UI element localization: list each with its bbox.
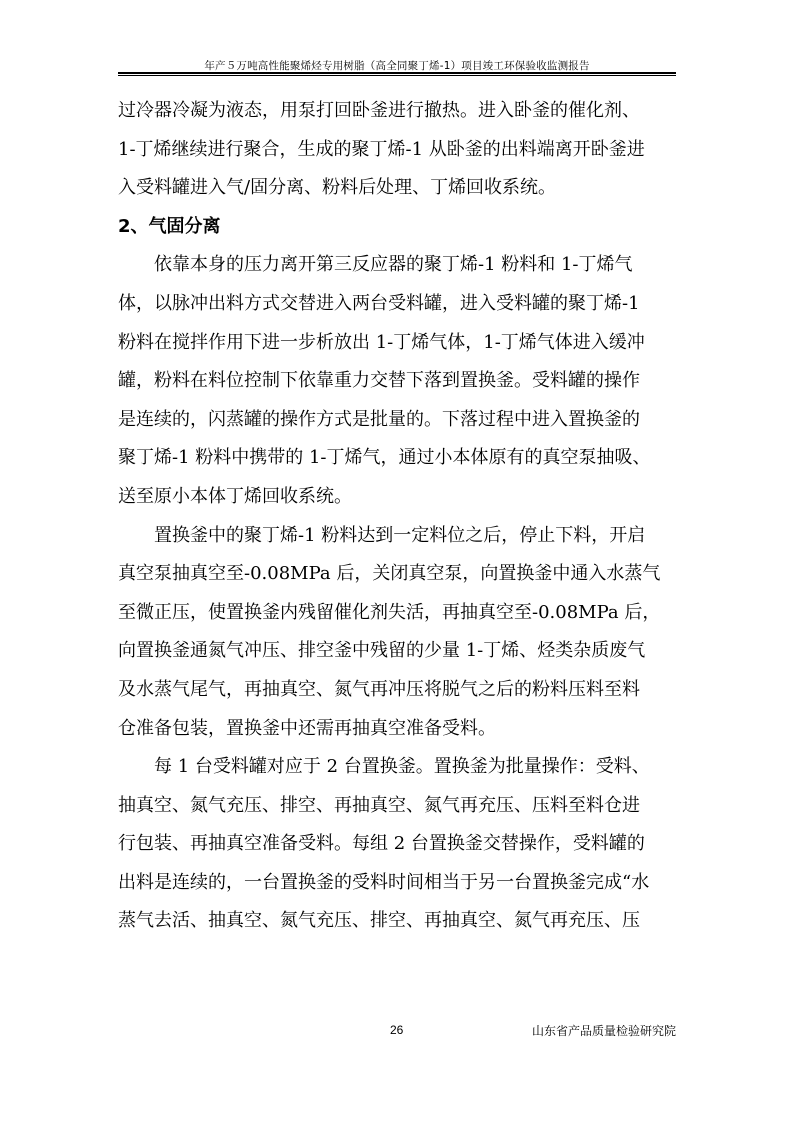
header-rule-thick — [118, 72, 676, 74]
text-line: 是连续的，闪蒸罐的操作方式是批量的。下落过程中进入置换釜的 — [118, 408, 640, 430]
text-line: 送至原小本体丁烯回收系统。 — [118, 485, 352, 507]
text-line: 蒸气去活、抽真空、氮气充压、排空、再抽真空、氮气再充压、压 — [118, 910, 640, 932]
text-line: 行包装、再抽真空准备受料。每组 2 台置换釜交替操作，受料罐的 — [118, 833, 645, 855]
document-body — [118, 92, 676, 941]
header-rule-thin — [118, 75, 676, 76]
text-line: 1-丁烯继续进行聚合，生成的聚丁烯-1 从卧釜的出料端离开卧釜进 — [118, 138, 645, 160]
text-line: 至微正压，使置换釜内残留催化剂失活，再抽真空至-0.08MPa 后， — [118, 601, 661, 623]
text-line: 依靠本身的压力离开第三反应器的聚丁烯-1 粉料和 1-丁烯气 — [118, 254, 633, 276]
text-line: 及水蒸气尾气，再抽真空、氮气再冲压将脱气之后的粉料压料至料 — [118, 678, 640, 700]
text-line: 仓准备包装，置换釜中还需再抽真空准备受料。 — [118, 717, 496, 739]
section-heading: 2、气固分离 — [118, 215, 221, 237]
text-line: 入受料罐进入气/固分离、粉料后处理、丁烯回收系统。 — [118, 177, 557, 199]
text-line: 抽真空、氮气充压、排空、再抽真空、氮气再充压、压料至料仓进 — [118, 794, 640, 816]
report-header: 年产５万吨高性能聚烯烃专用树脂（高全同聚丁烯-1）项目竣工环保验收监测报告 — [204, 60, 590, 72]
text-line: 真空泵抽真空至-0.08MPa 后，关闭真空泵，向置换釜中通入水蒸气 — [118, 563, 661, 585]
text-line: 罐，粉料在料位控制下依靠重力交替下落到置换釜。受料罐的操作 — [118, 370, 640, 392]
text-line: 粉料在搅拌作用下进一步析放出 1-丁烯气体，1-丁烯气体进入缓冲 — [118, 331, 645, 353]
text-line: 体，以脉冲出料方式交替进入两台受料罐，进入受料罐的聚丁烯-1 — [118, 292, 640, 314]
text-line: 置换釜中的聚丁烯-1 粉料达到一定料位之后，停止下料，开启 — [118, 524, 646, 546]
footer-organization: 山东省产品质量检验研究院 — [531, 1024, 676, 1038]
text-line: 出料是连续的，一台置换釜的受料时间相当于另一台置换釜完成“水 — [118, 871, 650, 893]
text-line: 向置换釜通氮气冲压、排空釜中残留的少量 1-丁烯、烃类杂质废气 — [118, 640, 646, 662]
text-line: 过冷器冷凝为液态，用泵打回卧釜进行撤热。进入卧釜的催化剂、 — [118, 100, 640, 121]
text-line: 聚丁烯-1 粉料中携带的 1-丁烯气，通过小本体原有的真空泵抽吸、 — [118, 447, 651, 469]
page-number: 26 — [390, 1023, 404, 1037]
text-line: 每 1 台受料罐对应于 2 台置换釜。置换釜为批量操作：受料、 — [118, 756, 650, 778]
